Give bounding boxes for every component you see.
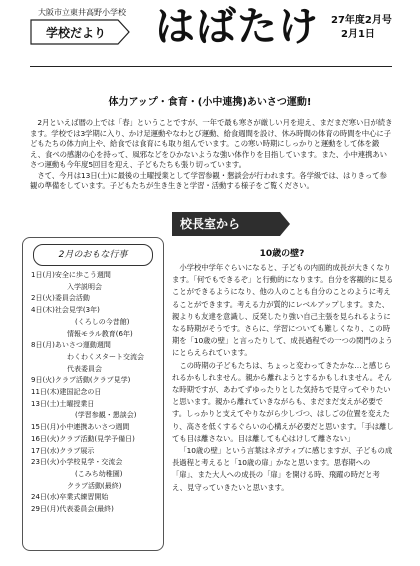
events-box: [22, 237, 164, 551]
event-item: 入学説明会: [67, 282, 102, 291]
event-item: わくわくスタート交流会: [67, 352, 144, 361]
event-item: (こみち幼稚園): [75, 469, 123, 478]
events-list: [31, 270, 159, 516]
intro-paragraph: 2月といえば暦の上では「春」ということですが、一年で最も寒さが厳しい月を迎え、まだまだ寒い日が続きます。学校では3学期に入り、かけ足運動やなわとび運動、給食週間を設け、休み時間の体育の時間を中心に子どもたちの体力向上や、給食では食育にも取り組んでいます。この寒い時期にしっかりと運動をして体を鍛え、食べの感謝の心を持って、風邪などをひかないような強い体作りを目指しています。また、小中連携あいさつ運動も今年度5回目を迎え、子どもたちも張り切っています。: [30, 118, 393, 169]
intro-text: [30, 118, 394, 192]
essay-text: [172, 262, 394, 494]
essay-paragraph: この時期の子どもたちは、ちょっと変わってきたかな…と感じられるかもしれません。親から離れようとするかもしれません。そんな時期ですが、あわてずゆったりとした気持ちで見守ってやりたいと思います。親から離れていきながらも、まだまだ支えが必要です。しっかりと支えてやりながら少しづつ、はしごの位置を変えたり、高さを低くするぐらいの心構えが必要だと思います。「手は離しても目は離さない。目は離しても心はけして離さない」: [172, 360, 394, 443]
event-item: 23日(火)小学校見学・交流会: [31, 458, 123, 467]
event-item: 4日(木)社会見学(3年): [31, 306, 100, 315]
tag-label: 学校だより: [45, 26, 106, 40]
issue-info: [331, 14, 392, 42]
event-item: 13日(土)土曜授業日: [31, 399, 95, 408]
event-item: (学習参観・懇談会): [75, 411, 137, 420]
intro-paragraph: さて、今月は13日(土)に最後の土曜授業として学習参観・懇談会が行われます。各学級では、はりきって参観の準備をしています。子どもたちが生き生きと学習・活動する様子をご覧ください。: [30, 170, 387, 190]
header-rule: [30, 66, 392, 67]
event-item: 代表委員会: [67, 364, 102, 373]
event-item: 24日(水)卒業式練習開始: [31, 493, 109, 502]
event-item: 情報モラル教育(6年): [67, 329, 133, 338]
essay-title: 10歳の壁?: [259, 249, 305, 259]
school-name: 大阪市立東井高野小学校: [38, 8, 126, 17]
principal-corner-banner: 校長室から: [172, 212, 280, 236]
newsletter-title: はばたけ: [155, 3, 319, 50]
event-item: 29日(月)代表委員会(最終): [31, 505, 114, 514]
issue-date: 2月1日: [341, 29, 375, 40]
event-item: 11日(木)建国記念の日: [31, 388, 102, 397]
event-item: 16日(火)クラブ活動(見学予備日): [31, 434, 135, 443]
event-item: 9日(火)クラブ活動(クラブ見学): [31, 376, 131, 385]
issue-number: 27年度2月号: [331, 15, 392, 26]
essay-paragraph: 「10歳の壁」という言葉はネガティブに感じますが、子どもの成長過程と考えると「10歳の扉」かなと思います。思春期への「扉」、また大人への成長の「扉」を開ける時、飛躍の時だと考え、見守っていきたいと思います。: [172, 446, 393, 492]
event-item: (くろしの今昔館): [75, 317, 130, 326]
events-title: 2月のおもな行事: [33, 244, 153, 266]
event-item: 17日(水)クラブ展示: [31, 446, 95, 455]
essay-paragraph: 小学校中学年ぐらいになると、子どもの内面的成長が大きくなります。「何でもできるぞ」と行動的になります。自分を客観的に見ることができるようになり、他の人のことも自分のことのように考えることができます。考える力が質的にレベルアップします。また、親よりも友達を意識し、反発したり強い自己主張を見られるようになる時期がそうです。さらに、学習についても難しくなり、この時期を「10歳の壁」と言ったりして、成長過程での一つの関門のようにとらえられています。: [172, 263, 394, 358]
newsletter-tag: [30, 19, 130, 45]
event-item: 15日(月)小中連携あいさつ週間: [31, 423, 130, 432]
event-item: 8日(月)あいさつ運動週間: [31, 341, 111, 350]
event-item: 1日(月)安全に歩こう週間: [31, 271, 111, 279]
event-item: クラブ活動(最終): [67, 481, 122, 490]
event-item: 2日(火)委員会活動: [31, 294, 90, 303]
headline: 体力アップ・食育・(小中連携)あいさつ運動!: [108, 97, 312, 108]
